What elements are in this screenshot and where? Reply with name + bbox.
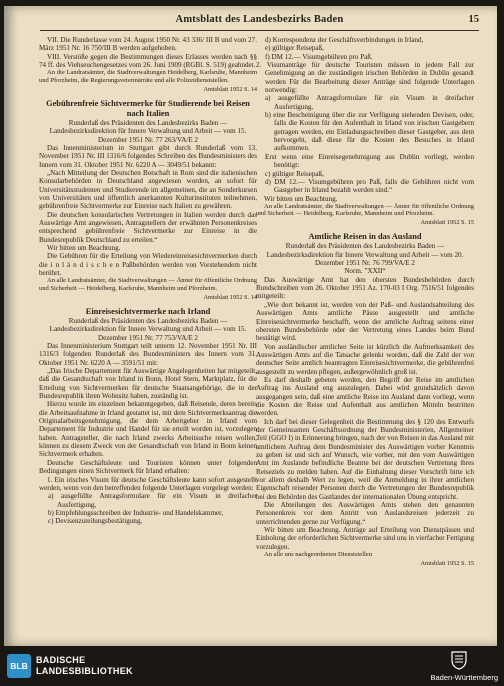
page-number: 15 xyxy=(468,14,479,25)
header-title: Amtsblatt des Landesbezirks Baden xyxy=(175,14,344,25)
citation: Amtsblatt 1952 S. 14 xyxy=(203,293,257,301)
paragraph: 1. Ein irisches Visum für deutsche Geschäftsleute kann sofort ausgestellt werden, wenn von den betreffenden folgende Unterlagen vorgelegt werden: xyxy=(39,475,257,492)
paragraph: Wir bitten um Beachtung. xyxy=(264,194,338,203)
paragraph: „Nach Mitteilung der Deutschen Botschaft in Rom sind die italienischen Konsularbehörden in Deutschland angewiesen worden, an sofort für Universitätsstudenten und Studierende im allgemeinen, die an Sonderkursen von Universitäten und öffentlich anerkannten Kulturinstituten teilnehmen, gebührenfreie Sichtvermerke zur Einreise nach Italien zu gewähren. xyxy=(39,168,257,211)
library-line-1: BADISCHE xyxy=(36,655,86,665)
paragraph: VII. Die Runderlasse vom 24. August 1950 Nr. 43 336/ III B und vom 27. März 1951 Nr. 16 750/III B werden aufgehoben. xyxy=(39,36,257,53)
section-heading: Gebührenfreie Sichtvermerke für Studierende bei Reisen nach Italien xyxy=(46,98,250,118)
right-column xyxy=(256,36,474,568)
paragraph: Hierzu wurde im einzelnen bekanntgegeben, daß Reisende, deren bereits die Arbeitsaufnahme in Irland gestattet ist, mit dem Sichtvermerksantrag die Originalarbeitsgenehmigung, die dem Arbeitgeber in Irland vom Departement für Industrie und Handel für sie erteilt worden ist, vorzulegen haben. Antragsteller, die nach Irland zwecks Arbeitsuche reisen wollen, können zu diesem Zweck von der Gesandtschaft von Irland in Bonn keinen Sichtvermerk erhalten. xyxy=(39,400,257,459)
paragraph: Die Gebühren für die Erteilung von Wiedereinreisesichtvermerken durch die i n l ä n d i s c h e n Paßbehörden werden von Vorstehendem nicht berührt. xyxy=(39,252,257,278)
distribution-note: An alle Landratsämter, die Stadtverwaltungen — Ämter für öffentliche Ordnung und Sicherheit — Heidelberg, Karlsruhe, Mannheim und Pforzheim. xyxy=(39,277,257,293)
section-heading: Amtliche Reisen in das Ausland xyxy=(308,232,422,242)
paragraph: Ich darf bei dieser Gelegenheit die Bestimmung des § 120 des Entwurfs der Gemeinsamen Geschäftsordnung der Bundesministerien, Allgemeiner Teil (GGO I) in Erinnerung bringen, nach der von Reisen in das Ausland mit amtlichem Auftrag dem Bundesminister des Auswärtigen vorher Kenntnis zu geben ist und sich auf Wunsch, wie vorher, mit den vom Auswärtigen Amt im Auslande befindliche Beamte bei der deutschen Vertretung ihres Reiseziels zu melden haben. Auf die Einhaltung dieser Vorschrift bitte ich vor allem deshalb Wert zu legen, weil die Anmeldung in ihrer amtlichen Eigenschaft reisender Personen durch die Vertretungen der Bundesrepublik bei den Behörden des Gastlandes der internationalen Übung entspricht. xyxy=(256,417,474,501)
paragraph: Das Innenministerium in Stuttgart gibt durch Runderlaß vom 13. November 1951 Nr. III 1316/6 folgendes Schreiben des Bundesministers des Innern vom 31. Oktober 1951 Nr. 6220 A — 3049/51 bekannt: xyxy=(39,143,257,169)
decree-line: Runderlaß des Präsidenten des Landesbezirks Baden — Landesbezirksdirektion für Innere Verwaltung und Arbeit — vom 20. Dezember 1951 Nr. 76 799/VA/E 2 xyxy=(266,242,464,268)
paragraph: Die deutschen konsularischen Vertretungen in Italien werden durch das Auswärtige Amt angewiesen, Antragstellern der erwähnten Personenkreises entsprechend gebührenfreie Sichtvermerke zur Einreise in die Bundesrepublik Deutschland zu erteilen.“ xyxy=(39,210,257,244)
region-label: Baden-Württemberg xyxy=(430,673,498,682)
running-header xyxy=(40,14,479,31)
section-heading: Einreisesichtvermerke nach Irland xyxy=(85,306,211,316)
library-name xyxy=(36,655,133,677)
list-item: b) Empfehlungsschreiben der Industrie- und Handelskammer, xyxy=(48,508,224,517)
list-item: c) Devisenzuteilungsbestätigung, xyxy=(48,517,143,526)
paragraph: Wir bitten um Beachtung. Anträge auf Erteilung von Dienstpässen und Einholung der erforderlichen Sichtvermerke sind uns in vierfacher Fertigung vorzulegen. xyxy=(256,526,474,551)
list-item: f) DM 12.— Visumgebühren pro Paß. xyxy=(265,52,373,61)
list-item: d) DM 12.— Visumgebühren pro Paß, falls die Gebühren nicht vom Gastgeber in Irland bezahlt werden sind.“ xyxy=(265,177,474,195)
list-item: d) Korrespondenz der Geschäftsverbindungen in Irland, xyxy=(265,36,424,44)
list-item: c) gültiger Reisepaß, xyxy=(265,169,324,178)
library-line-2: LANDESBIBLIOTHEK xyxy=(36,666,133,676)
paragraph: Das Auswärtige Amt hat den obersten Bundesbehörden durch Rundschreiben vom 26. Oktober 1951 Az. 170-03 I Org. 7516/51 folgendes mitgeteilt: xyxy=(256,275,474,301)
paragraph: VIII. Verstöße gegen die Bestimmungen dieses Erlasses werden nach §§ 74 ff. des Viehseuchengesetzes vom 26. Juni 1909 (RGBl. S. 519) geahndet. xyxy=(39,52,257,70)
paragraph: Es darf deshalb gebeten werden, den Begriff der Reise im amtlichen Auftrag ins Ausland eng auszulegen. Dabei wird grundsätzlich davon ausgegangen sein, daß eine amtliche Reise ins Ausland dann vorliegt, wenn die Kosten der Reise und Aufenthalt aus amtlichen Mitteln bestritten werden. xyxy=(256,375,474,418)
paragraph: Die Abteilungen des Auswärtigen Amts stehen den genannten Personenkreis vor dem Antritt von Auslandsreisen jederzeit zu unterrichtenden gerne zur Verfügung.“ xyxy=(256,501,474,526)
list-item: b) eine Bescheinigung über die zur Verfügung stehenden Devisen, oder, falls die Kosten für den Aufenthalt in Irland von irischen Gastgebern getragen werden, ein Einladungsschreiben dieser Gastgeber, aus dem hervorgeht, daß diese für die Kosten des Besuches in Irland aufkommen. xyxy=(265,111,474,153)
footer-bar xyxy=(0,646,504,686)
coat-of-arms-icon xyxy=(448,649,470,671)
decree-line: Runderlaß des Präsidenten des Landesbezirks Baden — Landesbezirksdirektion für Innere Verwaltung und Arbeit — vom 15. Dezember 1951 Nr. 77 263/VA/E 2 xyxy=(49,118,247,144)
paragraph: „Wie dort bekannt ist, werden von der Paß- und Auslandsabteilung des Auswärtigen Amts amtliche Pässe ausgestellt und amtliche Einreisesichtvermerke beschafft, wenn der amtliche Auftrag seitens einer obersten Bundesbehörde oder der Vertretung eines Landes beim Bund bestätigt wird. xyxy=(256,300,474,343)
list-item: a) ausgefüllte Antragsformulare für ein Visum in dreifacher Ausfertigung, xyxy=(48,492,257,509)
paragraph: Deutsche Geschäftsleute und Touristen können unter folgenden Bedingungen einen Sichtvermerk für Irland erhalten: xyxy=(39,458,257,476)
paragraph: Erst wenn eine Einreisegenehmigung aus Dublin vorliegt, werden benötigt: xyxy=(265,152,474,170)
citation: Amtsblatt 1952 S. 15 xyxy=(420,219,474,227)
list-item: e) gültiger Reisepaß, xyxy=(265,44,324,53)
document-page xyxy=(4,6,497,646)
paragraph: Wir bitten um Beachtung. xyxy=(47,244,121,253)
paragraph: „Das Irische Departement für Auswärtige Angelegenheiten hat mitgeteilt, daß die Gesandtschaft von Irland in Bonn, Hotel Stern, Marktplatz, für die Erteilung von Sichtvermerken für deutsche Staatsangehörige, die in der Bundesrepublik ihren Wohnsitz haben, zuständig ist. xyxy=(39,367,257,401)
decree-line: Runderlaß des Präsidenten des Landesbezirks Baden — Landesbezirksdirektion für Innere Verwaltung und Arbeit — vom 15. Dezember 1951 Nr. 77 753/VA/E 2 xyxy=(49,316,247,342)
distribution-note: An alle Landratsämter, die Stadtverwaltungen — Ämter für öffentliche Ordnung und Sicherheit — Heidelberg, Karlsruhe, Mannheim und Pforzheim. xyxy=(256,202,474,218)
distribution-note: An die Landratsämter, die Stadtverwaltungen Heidelberg, Karlsruhe, Mannheim und Pforzheim, die Regierungsveterinärräte und alle Polizeidienststellen. xyxy=(39,69,257,84)
citation: Amtsblatt 1952 S. 15 xyxy=(420,559,474,567)
norm-line: Norm. ”XXII“ xyxy=(344,267,386,276)
left-column xyxy=(39,36,257,526)
paragraph: Das Innenministerium Stuttgart teilt unterm 12. November 1951 Nr. III 1316/3 folgenden Runderlaß des Bundesministers des Innern vom 31. Oktober 1951 Nr. 6220 A — 3591/51 mit: xyxy=(39,342,257,367)
distribution-note: An alle uns nachgeordneten Dienststellen xyxy=(264,551,372,559)
list-item: a) ausgefüllte Antragsformulare für ein Visum in dreifacher Ausfertigung, xyxy=(265,94,474,111)
citation: Amtsblatt 1952 S. 14 xyxy=(203,85,257,93)
blb-logo-icon[interactable]: BLB xyxy=(7,654,31,678)
paragraph: Von ausländischer amtlicher Seite ist kürzlich die Aufmerksamkeit des Auswärtigen Amts auf die Tatsache gelenkt worden, daß die Zahl der von deutscher Seite amtlich beantragten Einreisesichtvermerke, die gebührenfrei ausgestellt zu werden pflegen, außergewöhnlich groß ist. xyxy=(256,342,474,376)
list-item: 2. Visumanträge für deutsche Touristen müssen in jedem Fall zur Genehmigung an die zuständigen irischen Behörden in Dublin gesandt werden Für die Bearbeitung dieser Anträge sind folgende Unterlagen notwendig: xyxy=(256,61,474,95)
